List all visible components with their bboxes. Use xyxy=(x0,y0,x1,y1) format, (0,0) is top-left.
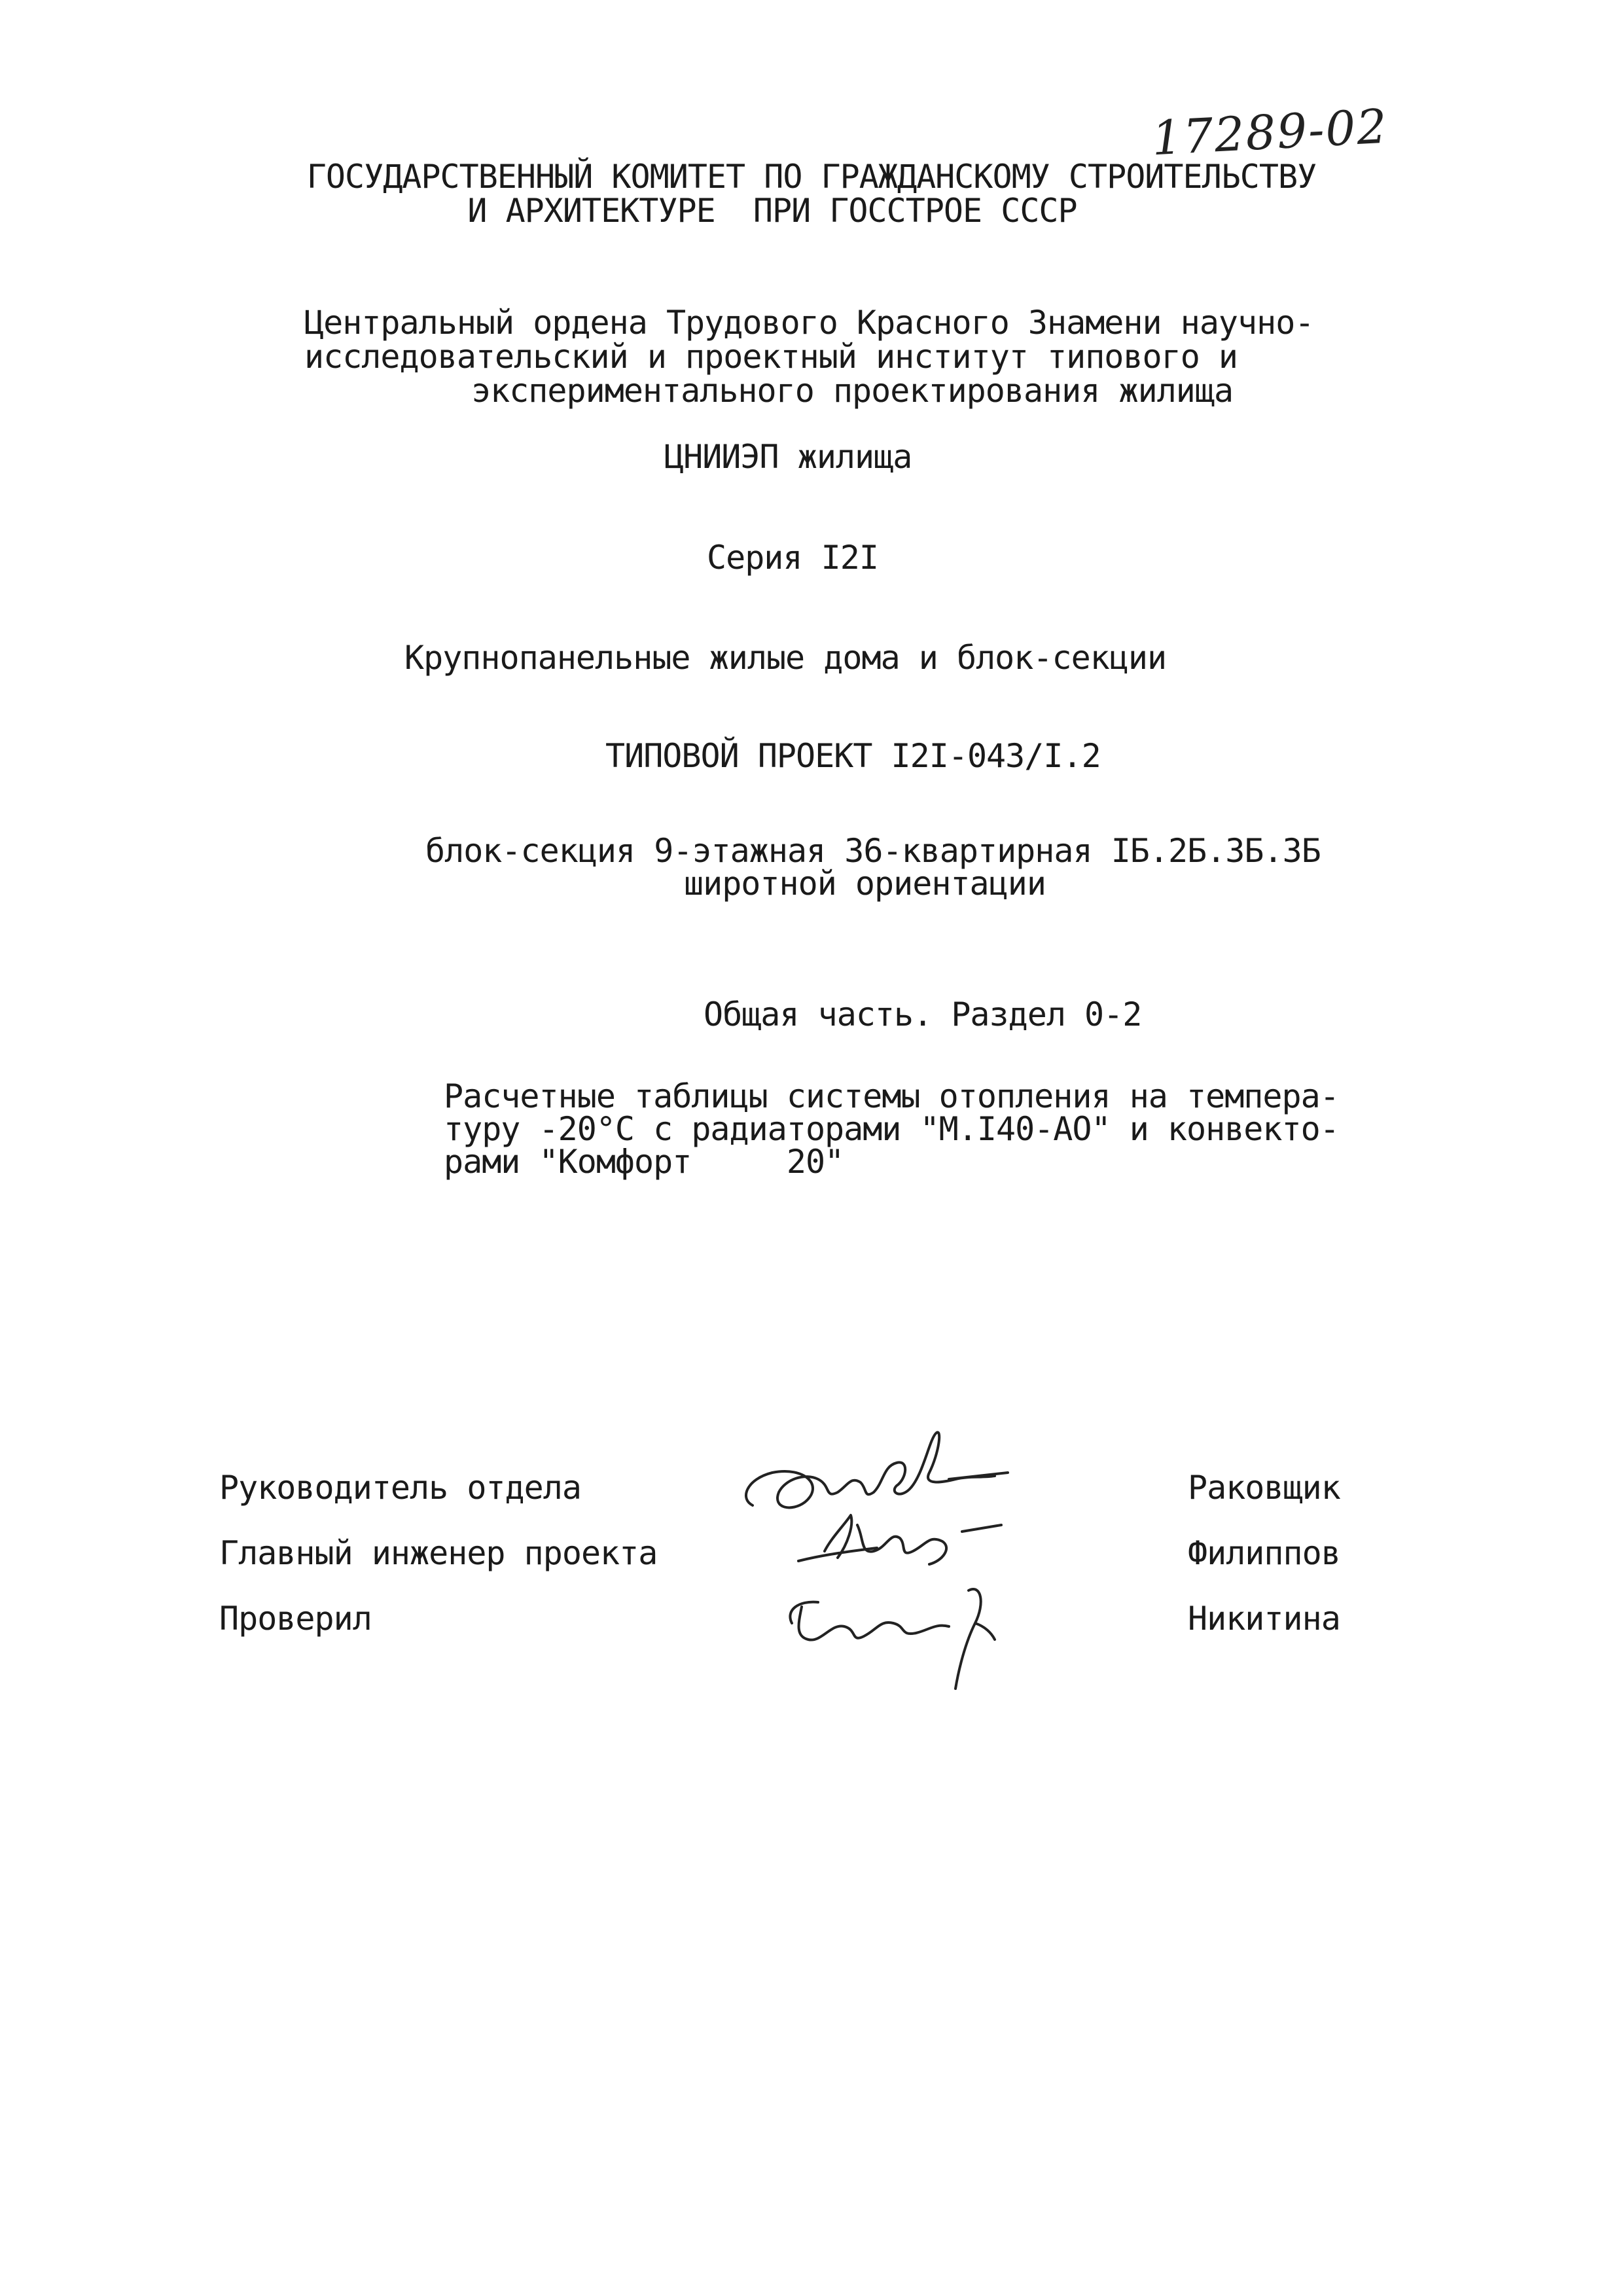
header-line-1: ГОСУДАРСТВЕННЫЙ КОМИТЕТ ПО ГРАЖДАНСКОМУ СТРОИТЕЛЬСТВУ xyxy=(306,158,1317,196)
institute-line-2: исследовательский и проектный институт типового и xyxy=(304,338,1238,376)
series-title: Серия I2I xyxy=(707,539,878,577)
block-section-line-1: блок-секция 9-этажная 36-квартирная IБ.2Б.3Б.3Б xyxy=(425,832,1321,870)
signature-name-2: Филиппов xyxy=(1188,1534,1340,1572)
signature-role-3: Проверил xyxy=(219,1600,372,1638)
handwritten-document-number: 17289-02 xyxy=(1150,98,1389,166)
project-title: ТИПОВОЙ ПРОЕКТ I2I-043/I.2 xyxy=(605,737,1101,775)
institute-line-3: экспериментального проектирования жилища xyxy=(471,372,1234,410)
handwritten-signatures xyxy=(733,1427,1099,1702)
header-line-2: И АРХИТЕКТУРЕ ПРИ ГОССТРОЕ СССР xyxy=(467,192,1077,230)
subject-title: Крупнопанельные жилые дома и блок-секции xyxy=(404,639,1167,677)
description-line-3: рами "Комфорт 20" xyxy=(444,1143,844,1181)
part-title: Общая часть. Раздел 0-2 xyxy=(704,996,1142,1033)
description-line-1: Расчетные таблицы системы отопления на темпера- xyxy=(444,1077,1339,1115)
institute-short-name: ЦНИИЭП жилища xyxy=(664,438,912,476)
signature-role-1: Руководитель отдела xyxy=(219,1469,581,1507)
description-line-2: туру -20°С с радиаторами "М.I40-АО" и конвекто- xyxy=(444,1110,1339,1148)
signature-role-2: Главный инженер проекта xyxy=(219,1534,658,1572)
signature-name-3: Никитина xyxy=(1188,1600,1340,1638)
institute-line-1: Центральный ордена Трудового Красного Знамени научно- xyxy=(304,304,1314,342)
block-section-line-2: широтной ориентации xyxy=(684,865,1046,903)
signature-name-1: Раковщик xyxy=(1188,1469,1340,1507)
